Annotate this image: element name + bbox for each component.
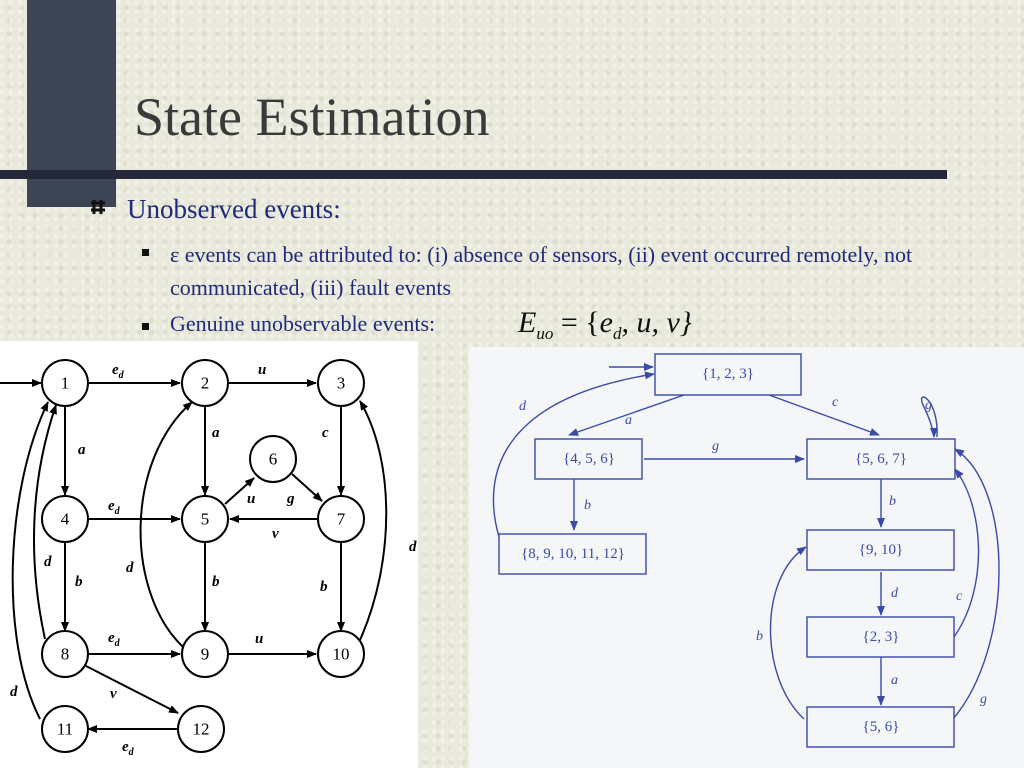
state-set-label: {5, 6, 7} bbox=[855, 451, 907, 467]
edge-label: u bbox=[247, 491, 256, 507]
state-label: 3 bbox=[336, 373, 346, 393]
edge-label: b bbox=[75, 574, 83, 590]
edge-label: a bbox=[625, 413, 632, 428]
state-label: 12 bbox=[192, 719, 210, 739]
edge-label: c bbox=[956, 589, 963, 604]
bullet-text: Unobserved events: bbox=[127, 194, 341, 224]
right-observer-diagram bbox=[469, 347, 1024, 768]
formula-lhs: E bbox=[518, 306, 537, 339]
edge-label: b bbox=[756, 629, 763, 644]
state-set-label: {4, 5, 6} bbox=[563, 451, 615, 467]
square-bullet-icon bbox=[142, 323, 149, 330]
formula-eq: = { bbox=[553, 306, 600, 339]
state-label: 2 bbox=[200, 373, 210, 393]
edge-label: $e_d$ bbox=[108, 498, 120, 517]
formula bbox=[518, 306, 692, 344]
edge-label: v bbox=[272, 526, 279, 542]
state-label: 6 bbox=[268, 449, 278, 469]
state-label: 5 bbox=[200, 509, 210, 529]
edge-label: b bbox=[584, 498, 591, 513]
edge-label: u bbox=[258, 362, 267, 378]
edge-label: b bbox=[212, 574, 220, 590]
formula-e: e bbox=[599, 306, 613, 339]
state-label: 10 bbox=[332, 644, 350, 664]
bullet-epsilon: ε events can be attributed to: (i) absence of sensors, (ii) event occurred remotely, not communicated, (iii) fault events bbox=[170, 242, 913, 300]
edge-label: v bbox=[110, 686, 117, 702]
edge-label: d bbox=[519, 399, 526, 414]
edge-label: a bbox=[212, 425, 220, 441]
bullet-genuine: Genuine unobservable events: bbox=[170, 311, 436, 336]
edge-label: d bbox=[891, 586, 898, 601]
hash-bullet-icon bbox=[89, 198, 107, 216]
edge-label: g bbox=[712, 439, 719, 454]
state-label: 4 bbox=[60, 509, 70, 529]
edge-label: $e_d$ bbox=[122, 739, 134, 758]
state-label: 8 bbox=[60, 644, 70, 664]
state-set-label: {9, 10} bbox=[858, 542, 904, 558]
formula-lhs-sub: uo bbox=[536, 324, 554, 343]
edge-label: c bbox=[322, 425, 329, 441]
edge-label: d bbox=[409, 539, 417, 555]
edge-label: c bbox=[832, 395, 839, 410]
title-rule bbox=[0, 170, 947, 179]
state-label: 7 bbox=[336, 509, 346, 529]
square-bullet-icon bbox=[142, 249, 149, 256]
edge-label: b bbox=[320, 579, 328, 595]
formula-rest: , u, v} bbox=[621, 306, 692, 339]
state-set-label: {8, 9, 10, 11, 12} bbox=[521, 546, 625, 562]
state-label: 11 bbox=[56, 719, 74, 739]
edge-label: g bbox=[925, 398, 932, 413]
edge-label: b bbox=[889, 494, 896, 509]
state-set-label: {5, 6} bbox=[862, 719, 900, 735]
edge-label: u bbox=[255, 631, 264, 647]
edge-label: a bbox=[891, 673, 898, 688]
state-label: 1 bbox=[60, 373, 70, 393]
edge-label: a bbox=[78, 442, 86, 458]
edge-label: d bbox=[10, 684, 18, 700]
page-title: State Estimation bbox=[134, 87, 490, 147]
edge-label: d bbox=[44, 554, 52, 570]
edge-label: g bbox=[980, 692, 987, 707]
state-set-label: {1, 2, 3} bbox=[702, 366, 754, 382]
state-set-label: {2, 3} bbox=[862, 629, 900, 645]
edge-label: d bbox=[126, 560, 134, 576]
state-label: 9 bbox=[200, 644, 210, 664]
edge-label: $e_d$ bbox=[108, 630, 120, 649]
formula-e-sub: d bbox=[612, 324, 622, 343]
edge-label: $e_d$ bbox=[112, 362, 124, 381]
left-automaton-diagram bbox=[0, 341, 418, 768]
edge-label: g bbox=[287, 491, 295, 507]
